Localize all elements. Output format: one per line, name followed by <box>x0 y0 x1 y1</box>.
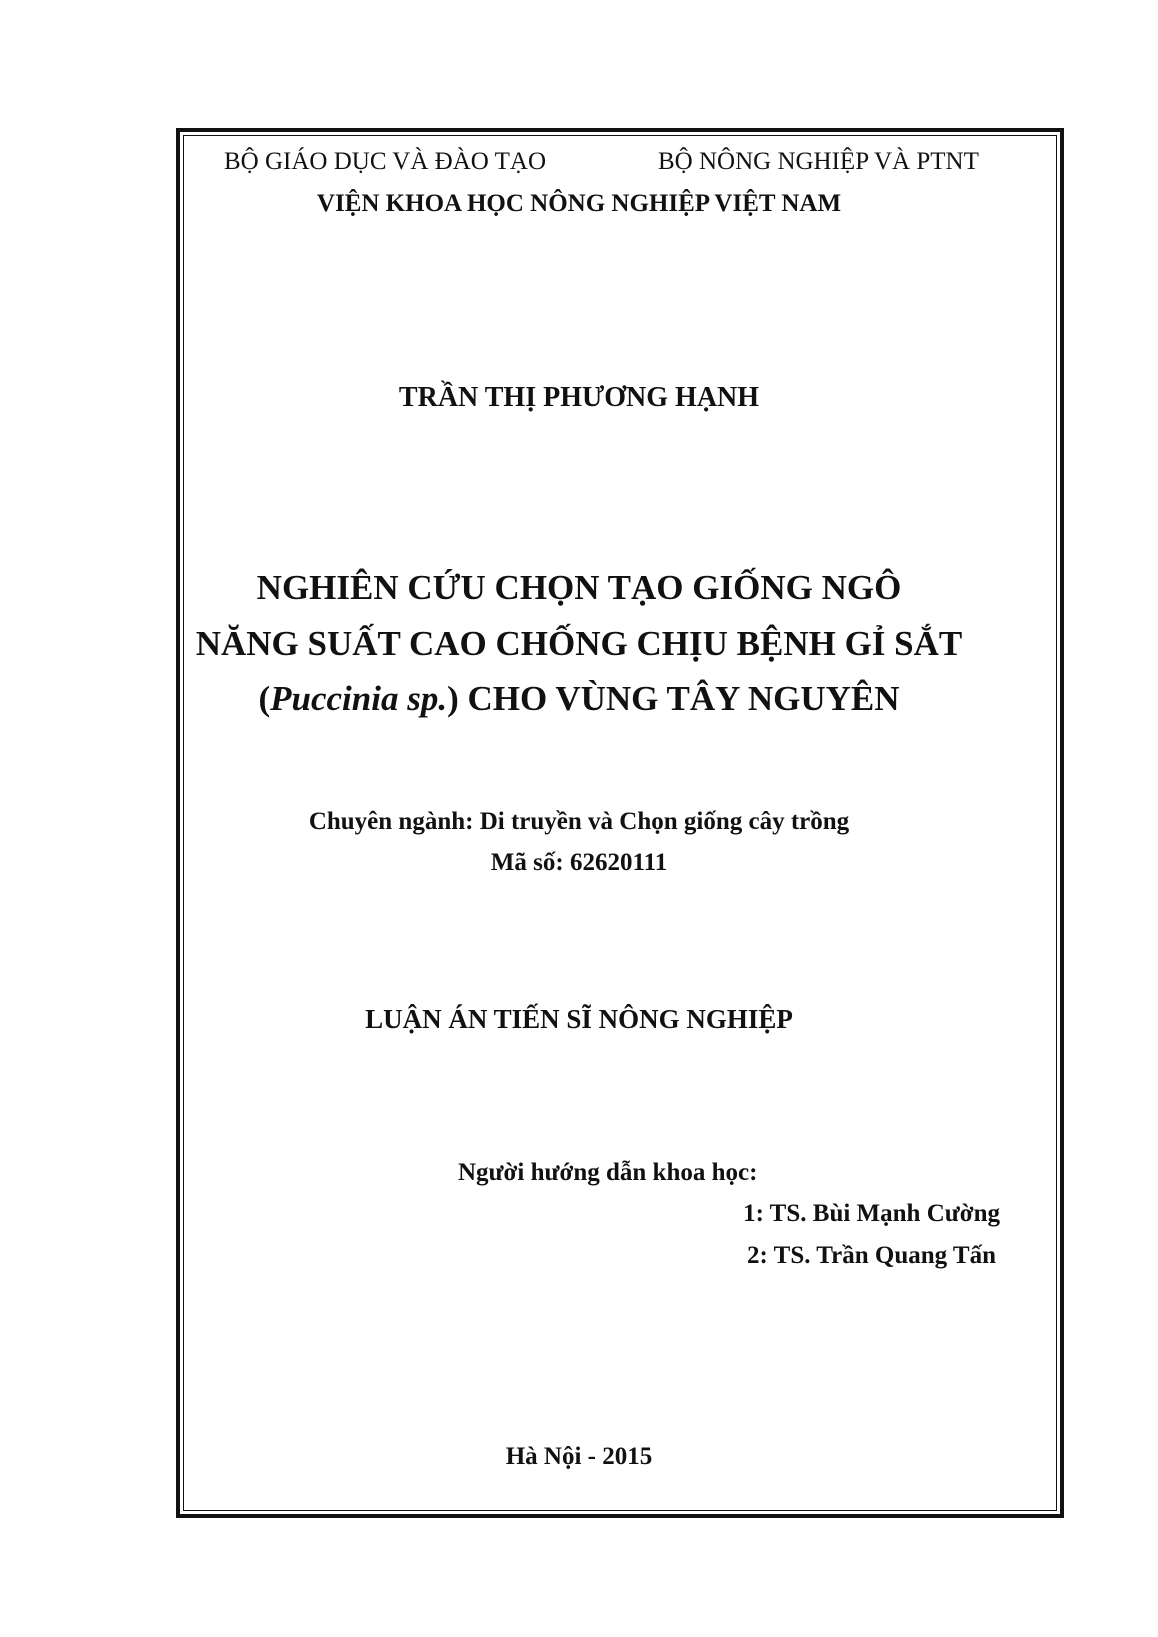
major-code: Mã số: 62620111 <box>490 849 668 876</box>
degree-type: LUẬN ÁN TIẾN SĨ NÔNG NGHIỆP <box>365 1004 793 1034</box>
title-paren-open: ( <box>258 679 271 718</box>
major-field: Chuyên ngành: Di truyền và Chọn giống cây trồng <box>308 808 850 835</box>
thesis-title-line-1: NGHIÊN CỨU CHỌN TẠO GIỐNG NGÔ <box>256 568 902 607</box>
author-name: TRẦN THỊ PHƯƠNG HẠNH <box>398 382 760 413</box>
title-species-name: Puccinia sp. <box>270 679 448 718</box>
ministry-agriculture: BỘ NÔNG NGHIỆP VÀ PTNT <box>658 148 979 175</box>
title-line-3-rest: ) CHO VÙNG TÂY NGUYÊN <box>447 679 900 718</box>
thesis-title-line-2: NĂNG SUẤT CAO CHỐNG CHỊU BỆNH GỈ SẮT <box>195 624 963 663</box>
advisors-label: Người hướng dẫn khoa học: <box>458 1159 758 1186</box>
institute-name: VIỆN KHOA HỌC NÔNG NGHIỆP VIỆT NAM <box>316 190 842 217</box>
advisor-item: 1: TS. Bùi Mạnh Cường <box>743 1200 1000 1227</box>
advisor-item: 2: TS. Trần Quang Tấn <box>747 1242 996 1269</box>
place-and-year: Hà Nội - 2015 <box>505 1443 653 1470</box>
thesis-title-line-3 <box>0 679 1158 719</box>
ministry-education: BỘ GIÁO DỤC VÀ ĐÀO TẠO <box>224 148 546 175</box>
